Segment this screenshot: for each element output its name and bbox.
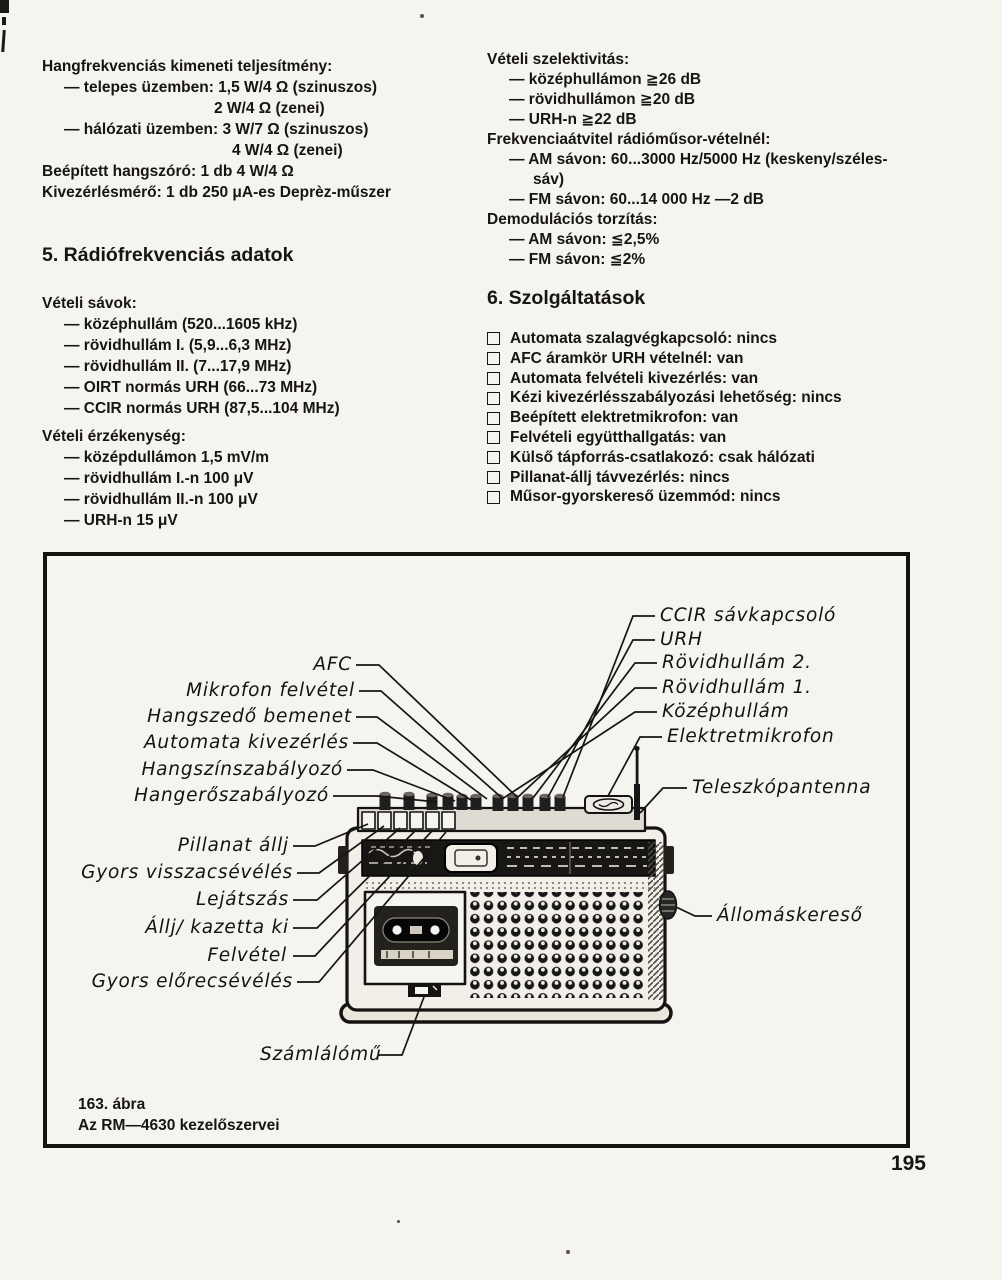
audio-output-title: Hangfrekvenciás kimeneti teljesítmény: — [42, 58, 333, 75]
service-item-label: Automata felvételi kivezérlés: van — [510, 369, 759, 387]
service-item-label: Felvételi együtthallgatás: van — [510, 428, 727, 446]
label-allomaskereso: Állomáskereső — [717, 905, 863, 926]
service-item-label: Kézi kivezérlésszabályozási lehetőség: nincs — [510, 389, 842, 407]
label-automata-kivezerles: Automata kivezérlés — [143, 732, 349, 753]
selectivity-item: — középhullámon ≧26 dB — [509, 71, 702, 88]
left-column — [42, 56, 490, 531]
service-item-label: Külső tápforrás-csatlakozó: csak hálózati — [510, 448, 815, 466]
distortion-item: — AM sávon: ≦2,5% — [509, 231, 660, 248]
label-gyors-visszacsveles: Gyors visszacsévélés — [81, 862, 293, 883]
checkbox-icon — [487, 332, 500, 345]
label-gyors-elorecsveles: Gyors előrecsévélés — [91, 971, 293, 992]
sensitivity-list — [42, 447, 490, 531]
selectivity-item: — rövidhullámon ≧20 dB — [509, 91, 696, 108]
service-item — [487, 388, 967, 408]
service-item — [487, 349, 967, 369]
band-item: — középhullám (520...1605 kHz) — [64, 316, 298, 333]
service-item-label: Automata szalagvégkapcsoló: nincs — [510, 330, 778, 347]
checkbox-icon — [487, 451, 500, 464]
freq-response-line: — FM sávon: 60...14 000 Hz —2 dB — [509, 191, 764, 208]
distortion-list — [487, 230, 967, 270]
sensitivity-item: — középdullámon 1,5 mV/m — [64, 449, 269, 466]
spec-line: — telepes üzemben: 1,5 W/4 Ω (szinuszos) — [64, 79, 378, 96]
spec-line: Kivezérlésmérő: 1 db 250 μA-es Deprèz-műszer — [42, 184, 391, 201]
label-rovidhullam-2: Rövidhullám 2. — [662, 652, 812, 673]
spec-line: 4 W/4 Ω (zenei) — [232, 142, 343, 159]
service-item — [487, 369, 967, 389]
selectivity-item: — URH-n ≧22 dB — [509, 111, 637, 128]
dial-window — [445, 844, 497, 872]
scan-artifact — [1, 30, 6, 52]
label-szamlalomu: Számlálómű — [260, 1044, 382, 1065]
checkbox-icon — [487, 392, 500, 405]
service-item-label: AFC áramkör URH vételnél: van — [510, 349, 744, 367]
right-column — [487, 50, 967, 507]
checkbox-icon — [487, 431, 500, 444]
checkbox-icon — [487, 412, 500, 425]
figure-caption — [78, 1094, 280, 1136]
label-allj-kazetta-ki: Állj/ kazetta ki — [145, 917, 289, 938]
service-item — [487, 329, 967, 349]
distortion-title: Demodulációs torzítás: — [487, 211, 658, 228]
band-selector-knobs — [493, 794, 566, 811]
service-item-label: Műsor-gyorskereső üzemmód: nincs — [510, 488, 781, 506]
tape-counter — [408, 984, 441, 997]
sensitivity-item: — URH-n 15 μV — [64, 512, 178, 529]
selectivity-list — [487, 70, 967, 130]
freq-response-lines — [487, 150, 967, 210]
service-item — [487, 487, 967, 507]
left-lug — [338, 846, 348, 874]
bands-list — [42, 314, 490, 419]
label-ccir-savkapcsolo: CCIR sávkapcsoló — [660, 605, 837, 626]
service-item-label: Pillanat-állj távvezérlés: nincs — [510, 468, 730, 486]
sensitivity-item: — rövidhullám II.-n 100 μV — [64, 491, 258, 508]
service-item — [487, 428, 967, 448]
spec-line: — hálózati üzemben: 3 W/7 Ω (szinuszos) — [64, 121, 369, 138]
checkbox-icon — [487, 491, 500, 504]
radio-diagram — [47, 556, 906, 1144]
label-felvetel: Felvétel — [207, 945, 287, 966]
service-item — [487, 468, 967, 488]
scan-dot — [397, 1220, 400, 1223]
label-elektretmikrofon: Elektretmikrofon — [667, 726, 835, 747]
selectivity-title: Vételi szelektivitás: — [487, 51, 630, 68]
scan-artifact — [2, 17, 6, 25]
label-hangszinszabalyozo: Hangszínszabályozó — [141, 759, 343, 780]
label-hangeroszabalyozo: Hangerőszabályozó — [134, 785, 329, 806]
electret-mic-slot — [585, 796, 632, 813]
service-item-label: Beépített elektretmikrofon: van — [510, 409, 739, 427]
services-checklist — [487, 329, 967, 507]
sensitivity-item: — rövidhullám I.-n 100 μV — [64, 470, 254, 487]
band-item: — OIRT normás URH (66...73 MHz) — [64, 379, 318, 396]
band-item: — rövidhullám II. (7...17,9 MHz) — [64, 358, 292, 375]
speaker-grille — [468, 892, 644, 998]
label-lejatszas: Lejátszás — [196, 889, 289, 910]
label-urh: URH — [660, 629, 703, 650]
label-kozephullam: Középhullám — [662, 701, 790, 722]
service-item — [487, 448, 967, 468]
label-pillanat-allj: Pillanat állj — [177, 835, 289, 856]
checkbox-icon — [487, 352, 500, 365]
figure-caption-number: 163. ábra — [78, 1096, 146, 1113]
bands-title: Vételi sávok: — [42, 295, 137, 312]
figure-caption-text: Az RM—4630 kezelőszervei — [78, 1117, 280, 1134]
spec-line: Beépített hangszóró: 1 db 4 W/4 Ω — [42, 163, 294, 180]
section-5-title: 5. Rádiófrekvenciás adatok — [42, 244, 294, 266]
scan-dot — [566, 1250, 570, 1254]
sensitivity-title: Vételi érzékenység: — [42, 428, 186, 445]
figure-163-frame — [43, 552, 910, 1148]
distortion-item: — FM sávon: ≦2% — [509, 251, 646, 268]
band-item: — rövidhullám I. (5,9...6,3 MHz) — [64, 337, 292, 354]
page-number: 195 — [890, 1152, 926, 1175]
checkbox-icon — [487, 372, 500, 385]
tuning-knob — [660, 891, 677, 919]
spec-line: 2 W/4 Ω (zenei) — [214, 100, 325, 117]
checkbox-icon — [487, 471, 500, 484]
dial-pointer-knob — [413, 851, 423, 865]
section-6-title: 6. Szolgáltatások — [487, 287, 646, 309]
audio-output-lines — [42, 77, 490, 203]
label-hangszedo-bemenet: Hangszedő bemenet — [147, 706, 352, 727]
scan-artifact — [0, 0, 9, 13]
side-strip — [648, 842, 664, 1000]
textured-strip — [362, 880, 655, 890]
right-lug — [664, 846, 674, 874]
service-item — [487, 408, 967, 428]
freq-response-title: Frekvenciaátvitel rádióműsor-vételnél: — [487, 131, 771, 148]
label-teleszkopantenna: Teleszkópantenna — [692, 777, 872, 798]
telescopic-antenna — [634, 746, 640, 820]
label-afc: AFC — [313, 654, 352, 675]
cassette-window — [365, 892, 465, 984]
scan-dot — [420, 14, 424, 18]
label-mikrofon-felvetel: Mikrofon felvétel — [186, 680, 355, 701]
band-item: — CCIR normás URH (87,5...104 MHz) — [64, 400, 340, 417]
label-rovidhullam-1: Rövidhullám 1. — [662, 677, 812, 698]
freq-response-line: sáv) — [533, 171, 565, 188]
freq-response-line: — AM sávon: 60...3000 Hz/5000 Hz (keskeny/széles- — [509, 151, 888, 168]
